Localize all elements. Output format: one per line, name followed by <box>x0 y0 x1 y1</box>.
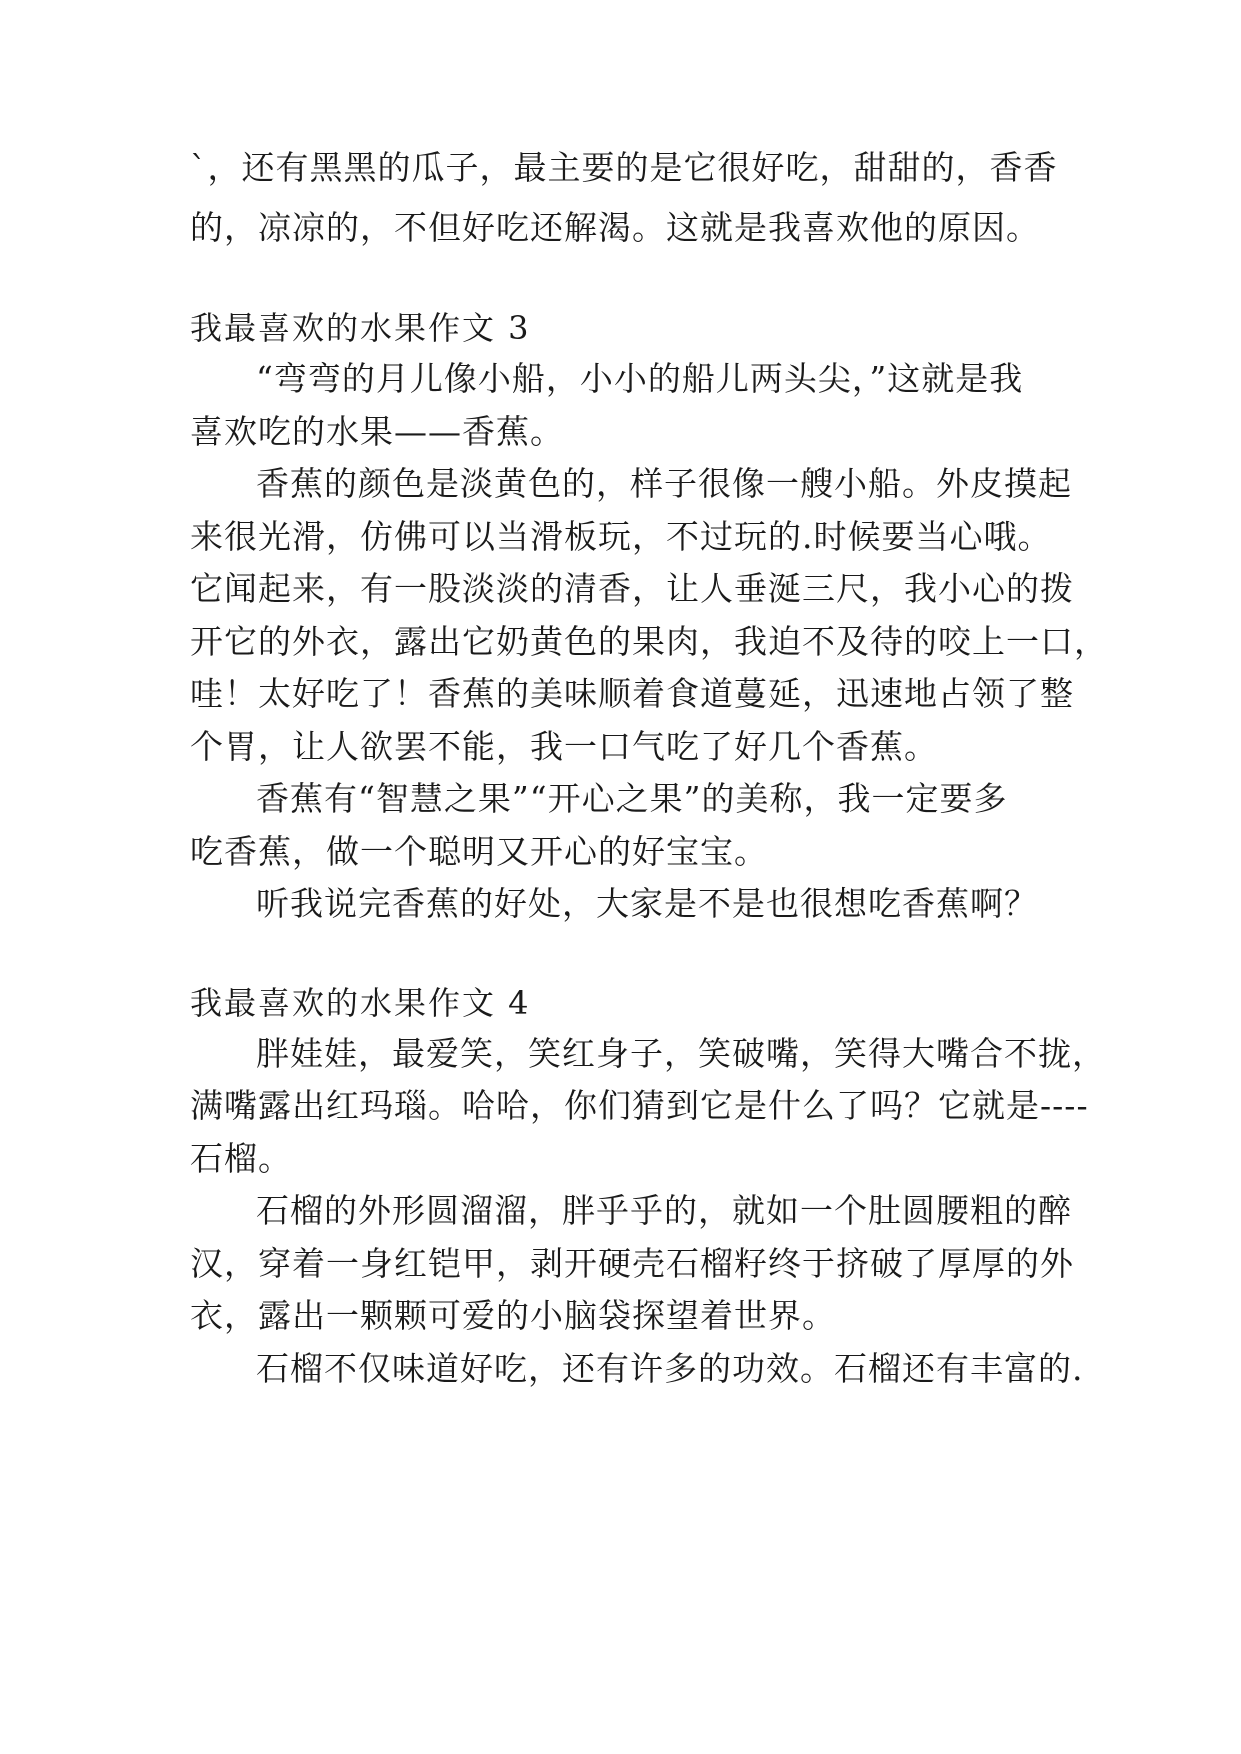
text-line: 香蕉有“智慧之果”“开心之果”的美称，我一定要多 <box>256 779 1008 818</box>
text-line: “弯弯的月儿像小船，小小的船儿两头尖，”这就是我 <box>256 359 1024 398</box>
text-line: 吃香蕉，做一个聪明又开心的好宝宝。 <box>190 832 768 871</box>
section-heading: 我最喜欢的水果作文 4 <box>190 984 531 1022</box>
text-line: `，还有黑黑的瓜子，最主要的是它很好吃，甜甜的，香香 <box>190 148 1058 187</box>
text-line: 开它的外衣，露出它奶黄色的果肉，我迫不及待的咬上一口， <box>190 622 1108 661</box>
text-line: 满嘴露出红玛瑙。哈哈，你们猜到它是什么了吗？它就是---- <box>190 1086 1089 1125</box>
text-line: 它闻起来，有一股淡淡的清香，让人垂涎三尺，我小心的拨 <box>190 569 1074 608</box>
text-line: 汉，穿着一身红铠甲，剥开硬壳石榴籽终于挤破了厚厚的外 <box>190 1244 1074 1283</box>
text-line: 石榴。 <box>190 1139 292 1178</box>
text-line: 来很光滑，仿佛可以当滑板玩，不过玩的.时候要当心哦。 <box>190 517 1052 556</box>
text-line: 胖娃娃，最爱笑，笑红身子，笑破嘴，笑得大嘴合不拢， <box>256 1034 1106 1073</box>
section-heading: 我最喜欢的水果作文 3 <box>190 309 531 347</box>
text-line: 个胃，让人欲罢不能，我一口气吃了好几个香蕉。 <box>190 727 938 766</box>
text-line: 石榴的外形圆溜溜，胖乎乎的，就如一个肚圆腰粗的醉 <box>256 1191 1072 1230</box>
text-line: 听我说完香蕉的好处，大家是不是也很想吃香蕉啊？ <box>256 884 1038 923</box>
text-line: 的，凉凉的，不但好吃还解渴。这就是我喜欢他的原因。 <box>190 208 1040 247</box>
text-line: 石榴不仅味道好吃，还有许多的功效。石榴还有丰富的. <box>256 1349 1084 1388</box>
text-line: 喜欢吃的水果——香蕉。 <box>190 412 564 451</box>
text-line: 衣，露出一颗颗可爱的小脑袋探望着世界。 <box>190 1296 836 1335</box>
text-line: 哇！太好吃了！香蕉的美味顺着食道蔓延，迅速地占领了整 <box>190 674 1074 713</box>
text-line: 香蕉的颜色是淡黄色的，样子很像一艘小船。外皮摸起 <box>256 464 1072 503</box>
